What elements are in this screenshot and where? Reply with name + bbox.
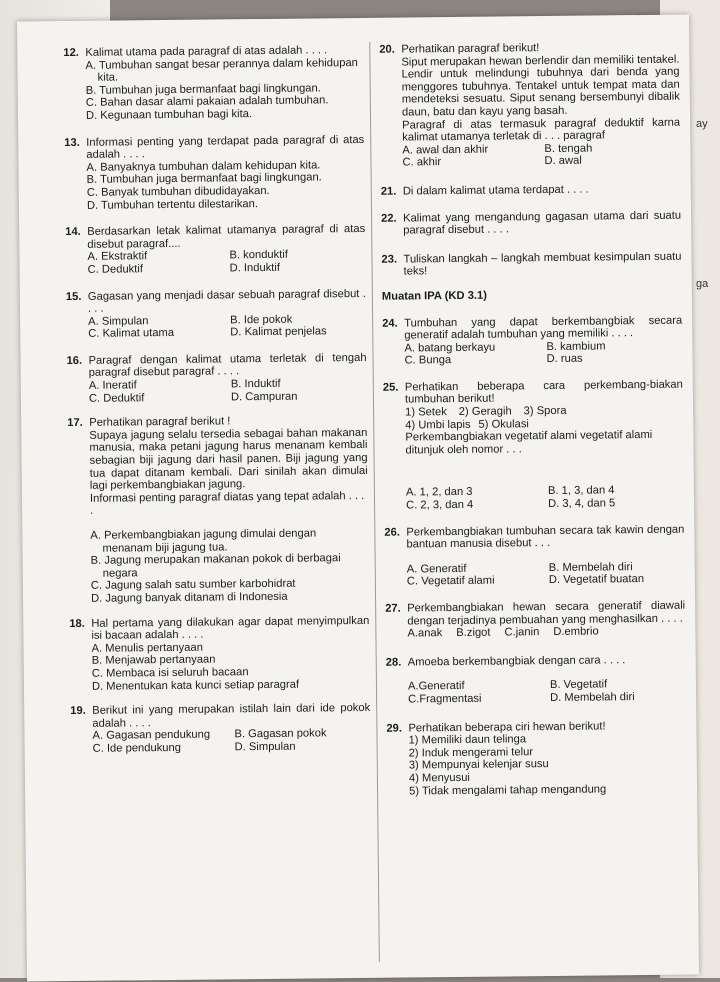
list-item: 1) Memiliki daun telinga — [408, 733, 527, 747]
question-13 — [64, 133, 365, 212]
question-22 — [381, 209, 681, 237]
item-list — [383, 404, 683, 432]
question-28 — [386, 653, 687, 706]
question-20 — [379, 41, 680, 170]
options-grid — [384, 484, 684, 512]
question-15 — [66, 287, 367, 341]
option-b[interactable]: B. Gagasan pokok — [234, 727, 327, 741]
question-stem: Perhatikan paragraf berikut ! — [89, 415, 231, 430]
option-b[interactable]: B. 1, 3, dan 4 — [547, 484, 615, 498]
section-title: Muatan IPA (KD 3.1) — [381, 289, 487, 303]
exam-sheet — [17, 15, 699, 982]
options-row — [385, 625, 685, 641]
option-a[interactable]: A. awal dan akhir — [402, 143, 489, 157]
option-b[interactable]: B.zigot — [456, 626, 491, 640]
option-c[interactable]: C. Deduktif — [88, 391, 145, 405]
option-c[interactable]: C. 2, 3, dan 4 — [406, 498, 474, 512]
question-23 — [381, 250, 681, 278]
question-stem: Amoeba berkembangbiak dengan cara . . . . — [407, 653, 626, 669]
question-24 — [382, 314, 683, 368]
question-19 — [70, 702, 371, 756]
list-item: 2) Geragih — [458, 405, 512, 419]
question-stem: Hal pertama yang dilakukan agar dapat menyimpulkan isi bacaan adalah . . . . — [91, 614, 370, 642]
question-stem: Perhatikan beberapa ciri hewan berikut! — [408, 719, 606, 735]
option-c[interactable]: C. Bunga — [404, 354, 452, 367]
question-number: 19. — [70, 704, 86, 718]
option-b[interactable]: B. Tumbuhan juga bermanfaat bagi lingkungan. — [86, 171, 322, 187]
list-item: 3) Mempunyai kelenjar susu — [408, 758, 549, 772]
option-a[interactable]: A. Gagasan pendukung — [92, 728, 211, 743]
question-stem: Gagasan yang menjadi dasar sebuah paragraf disebut . . . . — [87, 287, 366, 315]
question-stem: Perkembangbiakan hewan secara generatif diawali dengan terjadinya pembuahan yang menghasilkan . . . . — [407, 599, 686, 628]
list-item: 2) Induk mengerami telur — [408, 745, 534, 760]
question-number: 27. — [385, 602, 401, 615]
option-c[interactable]: C.Fragmentasi — [408, 692, 482, 706]
question-stem: Berikut ini yang merupakan istilah lain dari ide pokok adalah . . . . — [92, 702, 371, 730]
question-18 — [69, 614, 370, 693]
options-grid — [380, 141, 680, 169]
option-b[interactable]: B. Membelah diri — [548, 560, 633, 574]
option-c[interactable]: C. akhir — [402, 156, 442, 169]
option-c[interactable]: C. Kalimat utama — [88, 327, 175, 341]
option-b[interactable]: B. Vegetatif — [549, 678, 608, 692]
question-17 — [67, 414, 369, 605]
question-number: 17. — [67, 417, 83, 430]
right-column — [379, 41, 687, 810]
options — [68, 527, 369, 606]
option-a[interactable]: A. Ekstraktif — [87, 250, 148, 264]
options — [70, 727, 370, 755]
option-d[interactable]: D. Menentukan kata kunci setiap paragraf — [91, 678, 300, 693]
question-number: 29. — [386, 722, 403, 735]
question-stem: Perkembangbiakan tumbuhan secara tak kawin dengan bantuan manusia disebut . . . — [406, 523, 685, 551]
question-number: 13. — [64, 136, 80, 149]
option-b[interactable]: B. Tumbuhan juga bermanfaat bagi lingkungan. — [85, 82, 321, 97]
question-number: 15. — [65, 290, 82, 303]
option-a[interactable]: A. Perkembangbiakan jagung dimulai dengan menanam biji jagung tua. — [90, 527, 317, 555]
question-stem: Informasi penting yang terdapat pada paragraf di atas adalah . . . . — [86, 133, 365, 161]
option-d[interactable]: D. Kegunaan tumbuhan bagi kita. — [85, 108, 253, 122]
question-25 — [383, 378, 684, 512]
question-number: 16. — [66, 354, 83, 367]
option-d[interactable]: D. Membelah diri — [550, 691, 635, 704]
option-d[interactable]: D.embrio — [553, 625, 599, 639]
option-c[interactable]: C. Vegetatif alami — [406, 574, 495, 588]
question-text: Perkembangbiakan vegetatif alami vegetatif alami ditunjuk oleh nomor . . . — [405, 429, 653, 457]
left-column — [63, 44, 371, 768]
option-c[interactable]: C. Ide pendukung — [92, 741, 181, 755]
option-a[interactable]: A. 1, 2, dan 3 — [405, 486, 473, 499]
option-a[interactable]: A. Tumbuhan sangat besar perannya dalam kehidupan kita. — [85, 56, 358, 84]
question-16 — [66, 352, 367, 406]
option-b[interactable]: B. Ide pokok — [230, 313, 293, 327]
question-stem: Perhatikan paragraf berikut! — [401, 42, 540, 56]
question-number: 14. — [65, 226, 81, 239]
option-d[interactable]: D. awal — [544, 154, 582, 168]
option-d[interactable]: D. Vegetatif buatan — [548, 573, 645, 587]
question-number: 23. — [381, 253, 398, 266]
question-number: 12. — [63, 46, 79, 60]
option-d[interactable]: D. Simpulan — [234, 740, 296, 754]
option-a[interactable]: A. batang berkayu — [404, 341, 496, 355]
option-b[interactable]: B. Menjawab pertanyaan — [91, 653, 216, 668]
question-stem: Tuliskan langkah – langkah membuat kesimpulan suatu teks! — [403, 250, 682, 278]
item-list — [386, 732, 687, 798]
option-a[interactable]: A. Simpulan — [88, 314, 149, 328]
option-d[interactable]: D. Tumbuhan tertentu dilestarikan. — [86, 197, 258, 212]
question-12 — [63, 44, 364, 123]
question-number: 20. — [379, 43, 395, 56]
option-a[interactable]: A.anak — [407, 627, 443, 640]
question-27 — [385, 600, 685, 641]
question-stem: Kalimat yang mengandung gagasan utama dari suatu paragraf disebut . . . . — [403, 209, 682, 237]
option-b[interactable]: B. kambium — [546, 340, 606, 353]
option-a[interactable]: A.Generatif — [407, 680, 465, 693]
options-grid — [382, 339, 682, 367]
question-29 — [386, 719, 687, 798]
list-item: 5) Tidak mengalami tahap mengandung — [409, 782, 607, 798]
option-b[interactable]: B. Jagung merupakan makanan pokok di berbagai negara — [90, 552, 341, 580]
option-d[interactable]: D. Kalimat penjelas — [230, 325, 327, 339]
option-c[interactable]: C. Bahan dasar alami pakaian adalah tumbuhan. — [85, 94, 329, 110]
options — [67, 377, 367, 405]
question-stem: Di dalam kalimat utama terdapat . . . . — [402, 183, 589, 198]
options — [66, 313, 366, 341]
question-number: 26. — [384, 526, 400, 539]
question-stem: Berdasarkan letak kalimat utamanya paragraf di atas disebut paragraf.... — [87, 223, 366, 251]
option-d[interactable]: D. Induktif — [229, 261, 281, 275]
question-number: 18. — [69, 617, 85, 630]
question-text: Informasi penting paragraf diatas yang tepat adalah . . . . — [89, 489, 365, 518]
option-c[interactable]: C. Banyak tumbuhan dibudidayakan. — [86, 184, 270, 199]
option-a[interactable]: A. Banyaknya tumbuhan dalam kehidupan kita. — [86, 159, 321, 174]
options — [65, 248, 365, 276]
question-stem: Paragraf dengan kalimat utama terletak di tengah paragraf disebut paragraf . . . . — [88, 351, 367, 380]
question-stem: Kalimat utama pada paragraf di atas adalah . . . . — [85, 44, 328, 59]
option-b[interactable]: B. Induktif — [230, 377, 281, 391]
margin-mark-right-2: ga — [696, 278, 709, 290]
option-d[interactable]: D. Jagung banyak ditanam di Indonesia — [90, 590, 288, 605]
question-passage: Siput merupakan hewan berlendir dan memiliki tentakel. Lendir untuk melindungi tubuhnya dari benda yang menggores tubuhnya. Tentakel untuk tempat mata dan mendeteksi sesuatu. Siput senang bersembunyi dibalik daun, batu dan kayu yang basah. — [401, 53, 680, 119]
list-item: 3) Spora — [523, 404, 567, 418]
options — [63, 57, 364, 123]
list-item: 1) Setek — [405, 406, 447, 419]
question-21 — [381, 183, 681, 199]
option-d[interactable]: D. Campuran — [230, 390, 298, 403]
question-14 — [65, 223, 366, 277]
question-passage: Supaya jagung selalu tersedia sebagai bahan makanan manusia, maka petani jagung harus menanam kembali sebagian biji jagung dari hasil panen. Biji jagung yang tua dapat ditanam kembali. Dari sinilah akan dimulai lagi perkembangbiakan jagung. — [89, 426, 368, 493]
options-grid — [386, 678, 686, 706]
margin-mark-right-1: ay — [696, 118, 708, 130]
option-d[interactable]: D. 3, 4, dan 5 — [548, 497, 616, 511]
options — [70, 640, 371, 694]
list-item: 4) Umbi lapis — [405, 418, 471, 432]
question-number: 25. — [382, 381, 399, 394]
option-b[interactable]: B. konduktif — [229, 249, 288, 262]
options-grid — [385, 560, 685, 588]
option-c[interactable]: C. Jagung salah satu sumber karbohidrat — [90, 578, 296, 593]
list-item: 5) Okulasi — [478, 417, 529, 431]
question-number: 21. — [380, 185, 397, 198]
question-stem: Perhatikan beberapa cara perkembang-biakan tumbuhan berikut! — [404, 378, 683, 406]
question-number: 24. — [382, 317, 398, 330]
options — [64, 159, 365, 213]
option-c[interactable]: C. Membaca isi seluruh bacaan — [91, 666, 249, 680]
question-text: Paragraf di atas termasuk paragraf deduktif karna kalimat utamanya terletak di . . . paragraf — [402, 116, 681, 144]
column-divider — [369, 42, 380, 962]
question-26 — [384, 523, 685, 589]
question-number: 22. — [381, 212, 397, 225]
question-number: 28. — [385, 656, 402, 669]
option-a[interactable]: A. Generatif — [406, 562, 467, 576]
option-c[interactable]: C. Deduktif — [87, 263, 143, 276]
option-c[interactable]: C.janin — [504, 626, 540, 639]
option-a[interactable]: A. Ineratif — [88, 379, 137, 392]
list-item: 4) Menyusui — [408, 771, 470, 785]
question-stem: Tumbuhan yang dapat berkembangbiak secara generatif adalah tumbuhan yang memiliki . . . . — [404, 314, 683, 342]
option-a[interactable]: A. Menulis pertanyaan — [91, 641, 203, 655]
option-b[interactable]: B. tengah — [544, 142, 593, 155]
option-d[interactable]: D. ruas — [546, 352, 583, 366]
